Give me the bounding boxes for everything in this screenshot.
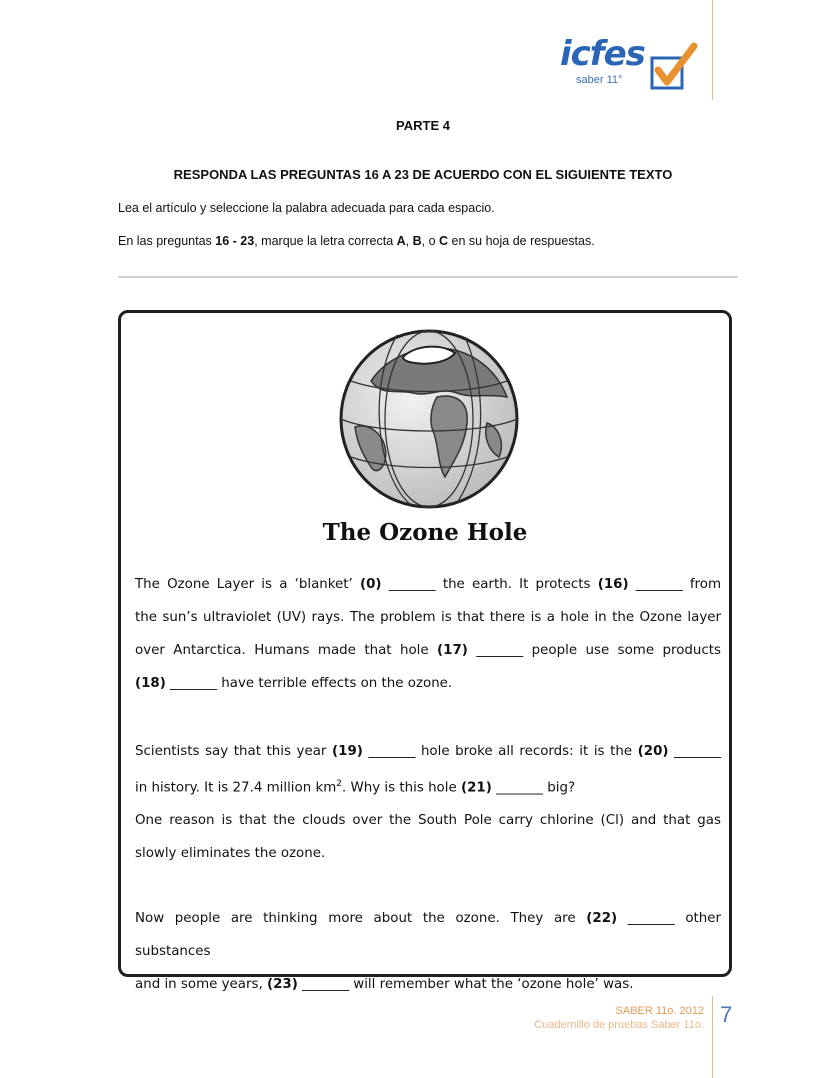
text-line: and in some years, (23) _______ will remember what the ‘ozone hole’ was. — [135, 977, 634, 992]
text-line: in history. It is 27.4 million $km^2$. Why is this hole (21) _______ big? — [135, 779, 576, 796]
page-number: 7 — [720, 1002, 733, 1027]
globe-illustration — [337, 327, 521, 511]
text-line: One reason is that the clouds over the South Pole carry chlorine (Cl) and that gas — [135, 813, 721, 829]
text-line: Scientists say that this year (19) _______ hole broke all records: it is the (20) _______ — [135, 744, 722, 759]
article-paragraph-2 — [135, 735, 721, 870]
logo-subtitle: saber 11° — [576, 74, 623, 86]
article-paragraph-1 — [135, 568, 721, 700]
instructions-line-2: En las preguntas 16 - 23, marque la letra correcta A, B, o C en su hoja de respuestas. — [118, 234, 595, 248]
text-line: the sun’s ultraviolet (UV) rays. The problem is that there is a hole in the Ozone layer — [135, 610, 721, 625]
header-divider — [712, 0, 713, 100]
instructions-line-1: Lea el artículo y seleccione la palabra adecuada para cada espacio. — [118, 201, 495, 215]
footer-divider — [712, 996, 713, 1078]
footer-exam-title: SABER 11o. 2012 — [615, 1005, 704, 1017]
text-line: (18) _______ have terrible effects on the ozone. — [135, 676, 453, 691]
logo-wordmark: icfes — [560, 34, 645, 74]
section-title: PARTE 4 — [396, 118, 450, 133]
article-title: The Ozone Hole — [322, 519, 528, 546]
divider — [118, 276, 738, 278]
article-paragraph-3 — [135, 902, 721, 1001]
instructions-heading: RESPONDA LAS PREGUNTAS 16 A 23 DE ACUERDO CON EL SIGUIENTE TEXTO — [173, 167, 673, 182]
article-box — [118, 310, 732, 992]
text-line: Now people are thinking more about the ozone. They are (22) _______ other substances — [135, 911, 721, 959]
footer-booklet-title: Cuadernillo de pruebas Saber 11o. — [534, 1019, 704, 1031]
text-line: slowly eliminates the ozone. — [135, 846, 326, 862]
text-line: The Ozone Layer is a ‘blanket’ (0) _______ the earth. It protects (16) _______ from — [135, 577, 721, 592]
checkmark-icon — [650, 42, 700, 90]
icfes-logo — [560, 34, 710, 94]
text-line: over Antarctica. Humans made that hole (17) _______ people use some products — [135, 643, 721, 658]
